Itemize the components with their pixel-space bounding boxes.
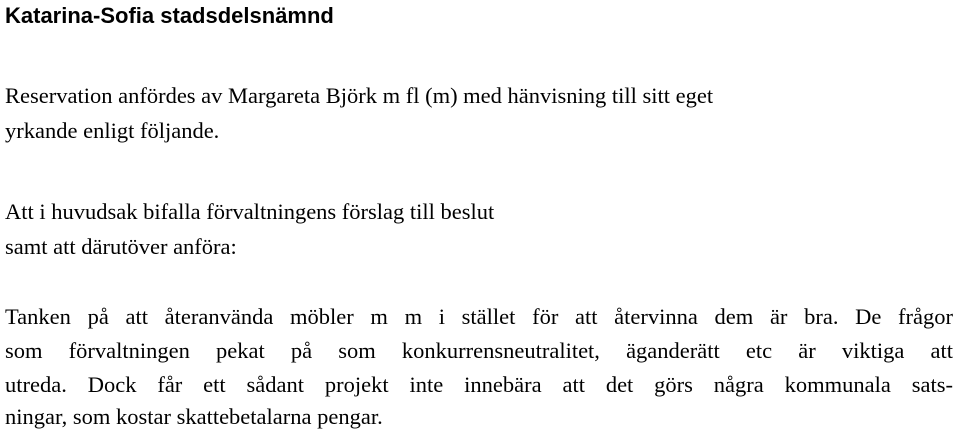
body-line-3: utreda. Dock får ett sådant projekt inte innebära att det görs några kommunala sats-	[5, 372, 953, 397]
reservation-line-2: yrkande enligt följande.	[5, 118, 220, 143]
body-line-4: ningar, som kostar skattebetalarna pengar.	[5, 404, 383, 429]
proposal-line-1: Att i huvudsak bifalla förvaltningens förslag till beslut	[5, 199, 495, 224]
body-line-1: Tanken på att återanvända möbler m m i stället för att återvinna dem är bra. De frågor	[5, 304, 953, 329]
reservation-line-1: Reservation anfördes av Margareta Björk m fl (m) med hänvisning till sitt eget	[5, 83, 714, 108]
body-line-2: som förvaltningen pekat på som konkurrensneutralitet, äganderätt etc är viktiga att	[5, 338, 953, 363]
document-heading: Katarina-Sofia stadsdelsnämnd	[5, 3, 334, 28]
proposal-line-2: samt att därutöver anföra:	[5, 234, 237, 259]
